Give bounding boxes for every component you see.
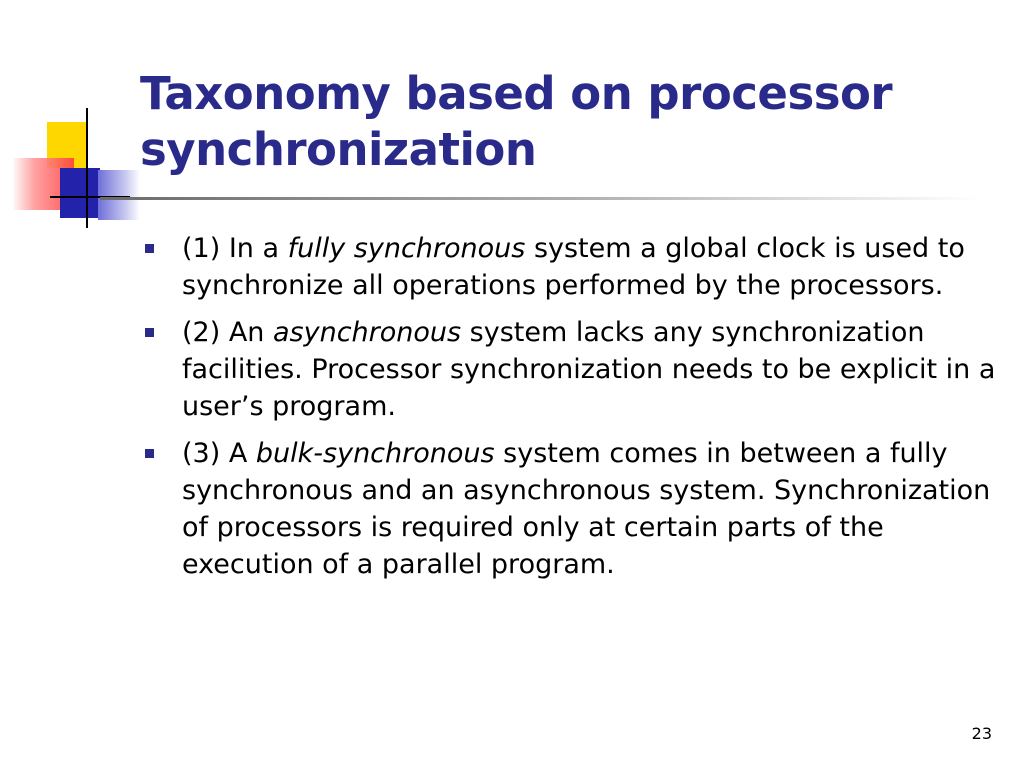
bullet-item-3 — [142, 435, 1002, 583]
bullet-item-3-post: system comes in between a fully synchronous and an asynchronous system. Synchronization of processors is required only at certain parts of the execution of a parallel program. — [182, 438, 991, 580]
bullet-item-2-post: system lacks any synchronization facilities. Processor synchronization needs to be explicit in a user’s program. — [182, 317, 996, 422]
blue-square — [60, 168, 100, 218]
bullet-item-3-emphasis: bulk-synchronous — [255, 438, 495, 469]
page-number: 23 — [971, 724, 992, 743]
square-bullet-icon — [145, 328, 154, 337]
blue-fade-square — [98, 170, 140, 220]
decorative-logo — [0, 100, 150, 240]
title-divider — [100, 197, 980, 200]
bullet-item-2-emphasis: asynchronous — [273, 317, 462, 348]
bullet-item-1 — [142, 230, 1002, 304]
square-bullet-icon — [145, 449, 154, 458]
bullet-item-2-pre: (2) An — [182, 317, 273, 348]
slide-title: Taxonomy based on processor synchronization — [140, 67, 893, 176]
bullet-item-1-emphasis: fully synchronous — [287, 233, 526, 264]
bullet-list — [142, 230, 1002, 593]
bullet-item-2 — [142, 314, 1002, 425]
vertical-line — [86, 108, 88, 228]
square-bullet-icon — [145, 244, 154, 253]
bullet-item-3-pre: (3) A — [182, 438, 256, 469]
bullet-item-1-pre: (1) In a — [182, 233, 288, 264]
bullet-item-1-post: system a global clock is used to synchronize all operations performed by the processors. — [182, 233, 965, 301]
